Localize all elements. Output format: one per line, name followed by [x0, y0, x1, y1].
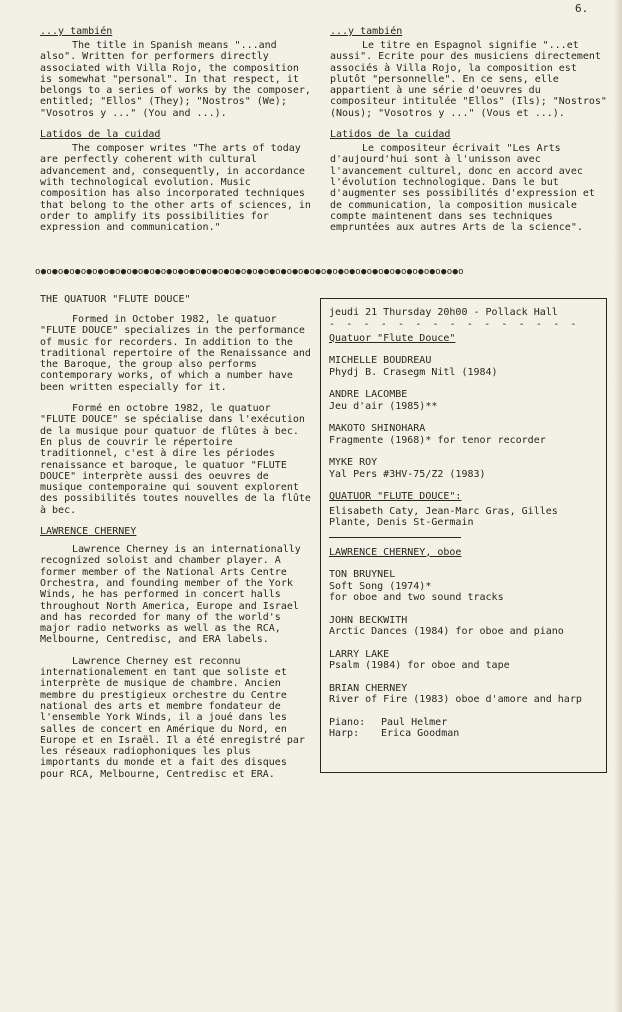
program-entry	[329, 457, 601, 480]
program-box	[320, 298, 607, 773]
program-entry	[329, 355, 601, 378]
composer-name: MAKOTO SHINOHARA	[329, 423, 426, 434]
left-latidos-body: The composer writes "The arts of today are perfectly coherent with cultural advancement and, consequently, in accordance with technological evolution. Music composition has also incorporated techniques that belong to the other arts of sciences, in order to amplify its possibilities for expression and communication."	[40, 143, 311, 234]
page-edge-shadow	[614, 0, 622, 1012]
work-title: Jeu d'air (1985)**	[329, 400, 438, 412]
composer-name: BRIAN CHERNEY	[329, 682, 408, 694]
program-entry	[329, 423, 601, 446]
performers-list: Elisabeth Caty, Jean-Marc Gras, Gilles Plante, Denis St-Germain	[329, 505, 558, 528]
cherney-body-en: Lawrence Cherney is an internationally recognized soloist and chamber player. A former member of the National Arts Centre Orchestra, and founding member of the York Winds, he has performed in concert halls throughout North America, Europe and Israel and has recorded for many of the world's major radio networks as well as the RCA, Melbourne, Centredisc, and ERA labels.	[40, 544, 301, 646]
cherney-heading: LAWRENCE CHERNEY	[40, 526, 137, 538]
right-latidos-body: Le compositeur écrivait "Les Arts d'aujourd'hui sont à l'unisson avec l'avancement culturel, donc en accord avec l'évolution technologique. Dans le but d'augmenter ses possibilités d'expression et de communication, la composition musicale compte maintenent dans ses techniques empruntées aux autres Arts de la science".	[330, 143, 595, 234]
work-title: Phydj B. Crasegm Nitl (1984)	[329, 366, 498, 378]
quatuor-body-fr: Formé en octobre 1982, le quatuor "FLUTE DOUCE" se spécialise dans l'exécution de la musique pour quatuor de flûtes à bec. En plus de couvrir le répertoire traditionnel, c'est à dire les périodes renaissance et baroque, le quatuor "FLUTE DOUCE" interprète aussi des oeuvres de musique contemporaine qui souvent explorent des possibilités toutes nouvelles de la flûte à bec.	[40, 403, 311, 516]
program-entry	[329, 649, 601, 672]
piano-name: Paul Helmer	[381, 716, 448, 728]
composer-name: MICHELLE BOUDREAU	[329, 355, 432, 366]
work-title: Arctic Dances (1984) for oboe and piano	[329, 626, 564, 637]
program-date-line: jeudi 21 Thursday 20h00 - Pollack Hall	[329, 307, 558, 318]
harp-credit	[329, 728, 601, 740]
program-entry	[329, 389, 601, 412]
divider-rule	[329, 537, 461, 538]
work-title: Yal Pers #3HV-75/Z2 (1983)	[329, 468, 486, 480]
page-number: 6.	[575, 2, 589, 15]
harp-label: Harp:	[329, 728, 360, 739]
cherney-body-fr: Lawrence Cherney est reconnu internationalement en tant que soliste et interprète de musique de chambre. Ancien membre du prestigieux orchestre du Centre national des arts et membre fondateur de l'ensemble York Winds, il a joué dans les salles de concert en Amérique du Nord, en Europe et en Israël. Il a été enregistré par les réseaux radiophoniques les plus importants du monde et a fait des disques pour RCA, Melbourne, Centredisc et ERA.	[40, 655, 305, 780]
performers-heading: QUATUOR "FLUTE DOUCE":	[329, 491, 462, 502]
composer-name: LARRY LAKE	[329, 648, 390, 660]
right-latidos-heading: Latidos de la cuidad	[330, 129, 451, 141]
program-entry	[329, 615, 601, 638]
dot-separator: o●o●o●o●o●o●o●o●o●o●o●o●o●o●o●o●o●o●o●o●o●o●o●o●o●o●o●o●o●o●o●o●o●o●o●o●o●o	[35, 267, 464, 277]
left-top-body: The title in Spanish means "...and also". Written for performers directly associated with Villa Rojo, the composition is somewhat "personal". In that respect, it belongs to a series of works by the composer, entitled; "Ellos" (They); "Nostros" (We); "Vosotros y ..." (You and ...).	[40, 40, 311, 119]
harp-name: Erica Goodman	[381, 728, 460, 739]
program-group1: Quatuor "Flute Douce"	[329, 332, 456, 344]
left-latidos-heading: Latidos de la cuidad	[40, 129, 161, 141]
program-dashes: - - - - - - - - - - - - - - -	[329, 318, 579, 330]
right-top-section	[330, 26, 612, 233]
piano-label: Piano:	[329, 716, 366, 728]
work-title: Psalm (1984) for oboe and tape	[329, 660, 510, 671]
quatuor-heading: THE QUATUOR "FLUTE DOUCE"	[40, 294, 191, 305]
left-lower-section	[40, 294, 312, 780]
right-top-heading: ...y también	[330, 26, 403, 37]
composer-name: ANDRE LACOMBE	[329, 389, 408, 400]
work-title: Soft Song (1974)*	[329, 580, 432, 592]
composer-name: TON BRUYNEL	[329, 569, 396, 580]
work-title: Fragmente (1968)* for tenor recorder	[329, 434, 546, 446]
program-entry	[329, 683, 601, 706]
quatuor-body-en: Formed in October 1982, le quatuor "FLUTE DOUCE" specializes in the performance of music for recorders. In addition to the traditional repertoire of the Renaissance and the Baroque, the group also performs contemporary works, of which a number have been written especially for it.	[40, 314, 311, 393]
program-group2: LAWRENCE CHERNEY, oboe	[329, 546, 462, 558]
work-detail: for oboe and two sound tracks	[329, 592, 504, 603]
piano-credit	[329, 717, 601, 729]
program-entry	[329, 569, 601, 604]
composer-name: MYKE ROY	[329, 457, 378, 468]
composer-name: JOHN BECKWITH	[329, 614, 408, 626]
left-top-section	[40, 26, 312, 233]
left-top-heading: ...y también	[40, 26, 113, 37]
right-top-body: Le titre en Espagnol signifie "...et aussi". Ecrite pour des musiciens directement associés à Villa Rojo, la composition est plutôt "personnelle". En ce sens, elle appartient à une série d'oeuvres du compositeur intitulée "Ellos" (Ils); "Nostros" (Nous); "Vosotros y ..." (Vous et ...).	[330, 40, 607, 119]
work-title: River of Fire (1983) oboe d'amore and harp	[329, 694, 582, 705]
